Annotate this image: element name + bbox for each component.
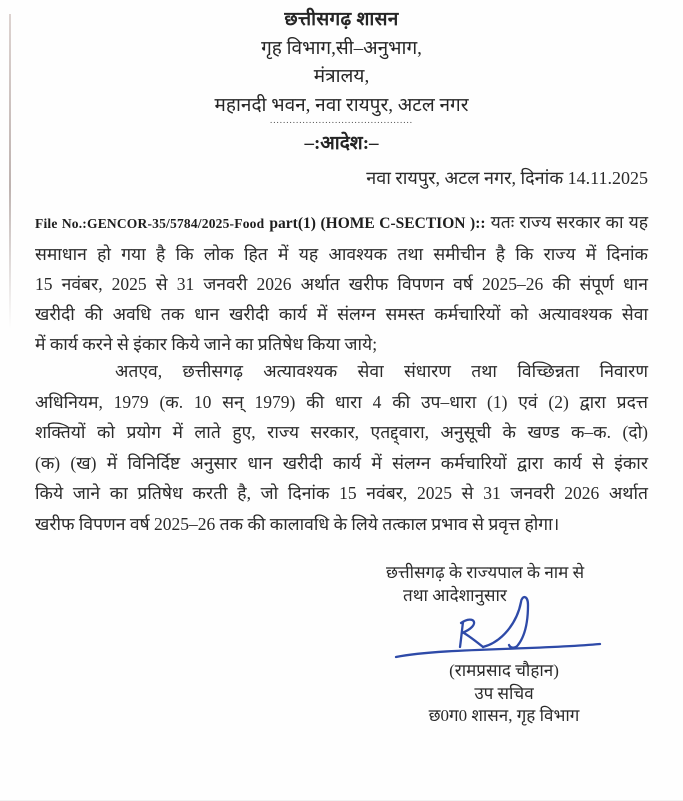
dotted-divider: ............................................ [270, 115, 413, 125]
paragraph-2-line-2: अधिनियम, 1979 (क. 10 सन् 1979) की धारा 4 की उप–धारा (1) एवं (2) द्वारा प्रदत्त [35, 391, 648, 412]
signatory-block [388, 660, 620, 728]
ministry-line: मंत्रालय, [313, 66, 370, 87]
paragraph-1-line-2: समाधान हो गया है कि लोक हित में यह आवश्यक तथा समीचीन है कि राज्य में दिनांक [35, 244, 648, 264]
paragraph-1 [35, 207, 648, 359]
handwritten-signature [390, 592, 605, 662]
department-line: गृह विभाग,सी–अनुभाग, [261, 37, 422, 59]
paragraph-1-line-3: 15 नवंबर, 2025 से 31 जनवरी 2026 अर्थात खरीफ विपणन वर्ष 2025–26 की संपूर्ण धान [35, 274, 648, 294]
on-behalf-line-1: छत्तीसगढ़ के राज्यपाल के नाम से [386, 563, 585, 582]
address-line: महानदी भवन, नवा रायपुर, अटल नगर [214, 94, 469, 116]
paragraph-2-line-4: (क) (ख) में विनिर्दिष्ट अनुसार धान खरीदी कार्य में संलग्न कर्मचारियों द्वारा कार्य से इंकार [35, 452, 648, 473]
place-date-line: नवा रायपुर, अटल नगर, दिनांक 14.11.2025 [366, 168, 648, 188]
paragraph-2-line-5: किये जाने का प्रतिषेध करती है, जो दिनांक 15 नवंबर, 2025 से 31 जनवरी 2026 अर्थात [35, 483, 648, 503]
signatory-office: छ0ग0 शासन, गृह विभाग [428, 706, 580, 725]
paragraph-2-line-1: अतएव, छत्तीसगढ़ अत्यावश्यक सेवा संधारण तथा विच्छिन्नता निवारण [115, 361, 648, 381]
order-heading: –:आदेश:– [304, 133, 379, 154]
paragraph-1-line-5: में कार्य करने से इंकार किये जाने का प्रतिषेध किया जाये; [35, 334, 378, 354]
paragraph-1-line-1 [35, 207, 648, 239]
file-number: File No.:GENCOR-35/5784/2025-Food [35, 216, 265, 231]
signatory-name: (रामप्रसाद चौहान) [449, 661, 559, 680]
paragraph-1-line-4: खरीदी की अवधि तक धान खरीदी कार्य में संलग्न समस्त कर्मचारियों को अत्यावश्यक सेवा [35, 304, 648, 324]
file-number-part: part(1) (HOME C-SECTION ):: [269, 215, 486, 232]
government-name: छत्तीसगढ़ शासन [284, 9, 399, 30]
paragraph-2-line-3: शक्तियों को प्रयोग में लाते हुए, राज्य सरकार, एतद्द्वारा, अनुसूची के खण्ड क–क. (दो) [35, 422, 648, 442]
paragraph-1-line-1-text: यतः राज्य सरकार का यह [490, 212, 649, 232]
on-behalf-line-2: तथा आदेशानुसार [403, 586, 507, 605]
paragraph-2 [35, 356, 648, 539]
signatory-designation: उप सचिव [474, 683, 534, 703]
paragraph-2-line-6: खरीफ विपणन वर्ष 2025–26 तक की कालावधि के लिये तत्काल प्रभाव से प्रवृत्त होगा। [35, 513, 560, 534]
letterhead [0, 6, 683, 120]
